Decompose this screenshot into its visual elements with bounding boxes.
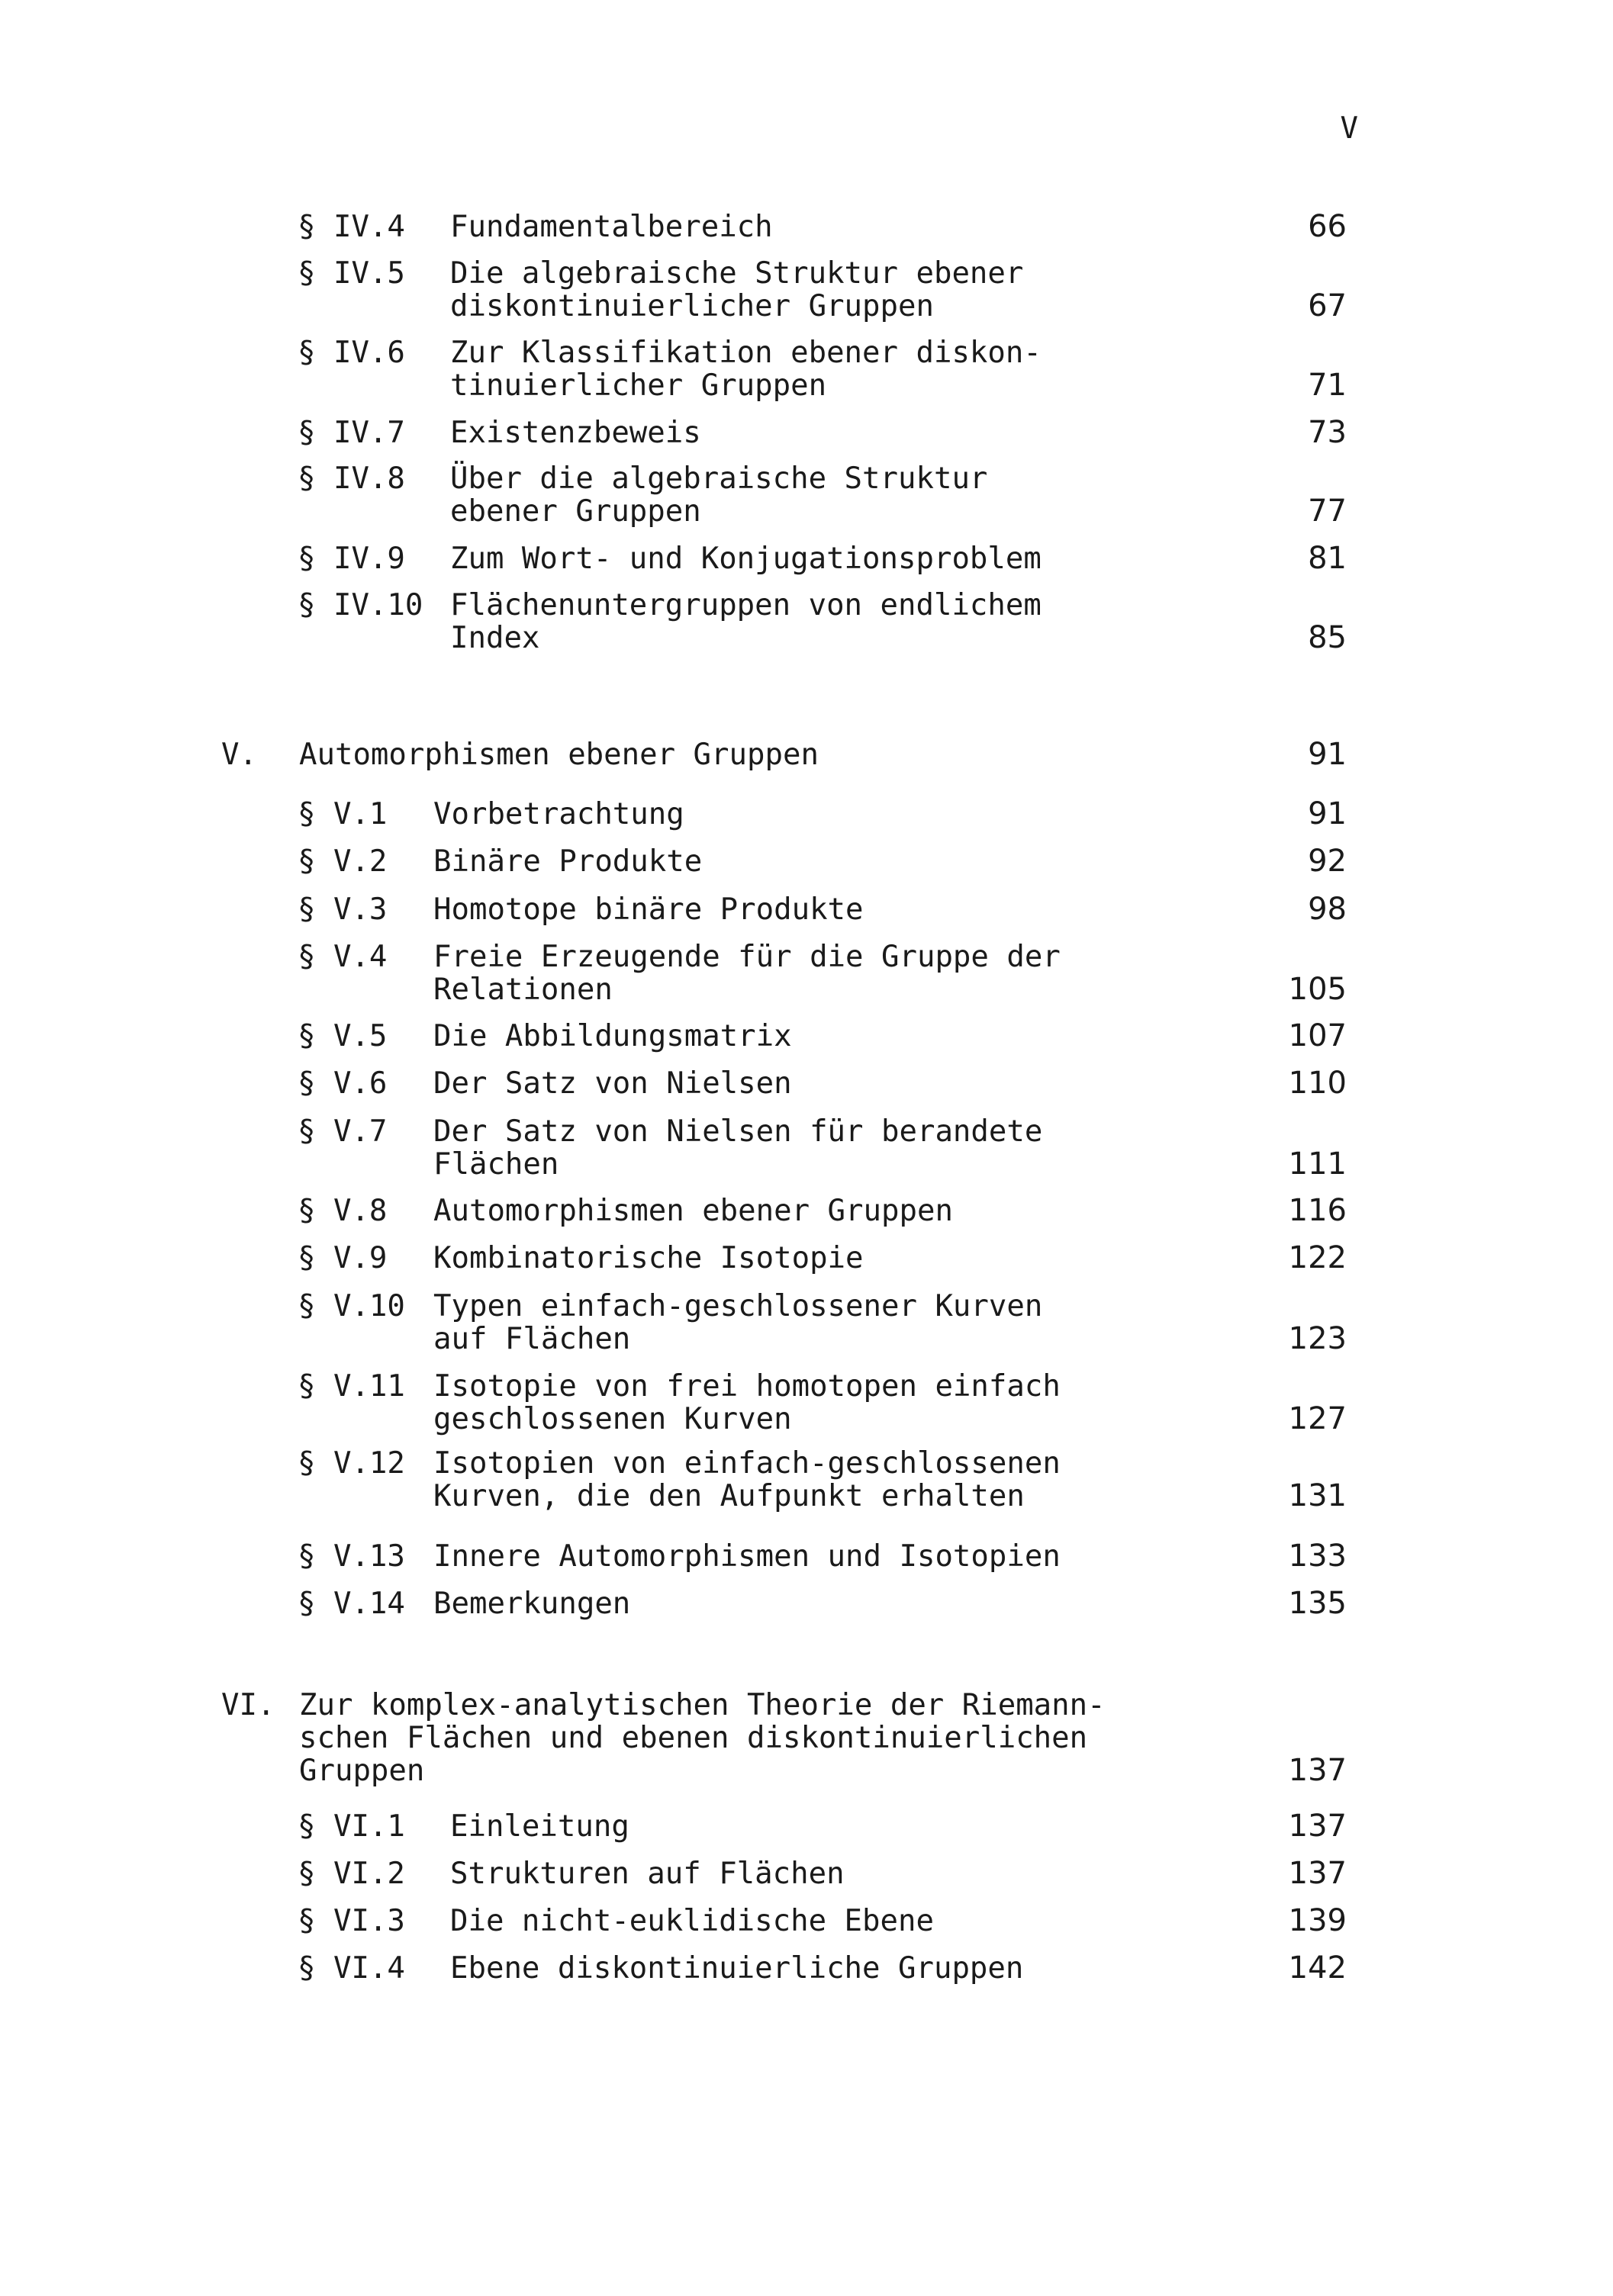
section-label: § IV.9 — [298, 542, 405, 576]
section-title — [433, 1370, 1061, 1436]
title-line: Existenzbeweis — [450, 416, 701, 450]
page-ref: 98 — [1308, 892, 1347, 927]
page-ref: 92 — [1308, 844, 1347, 879]
title-line: Flächenuntergruppen von endlichem — [450, 588, 1042, 622]
title-line: Freie Erzeugende für die Gruppe der — [433, 940, 1061, 974]
title-line: Innere Automorphismen und Isotopien — [433, 1539, 1061, 1574]
section-label: § IV.6 — [298, 336, 405, 370]
section-entry — [298, 1020, 1347, 1053]
title-line: Zum Wort- und Konjugationsproblem — [450, 542, 1042, 576]
section-title — [433, 1067, 792, 1100]
section-label: § VI.1 — [298, 1809, 405, 1844]
section-title — [450, 1905, 934, 1937]
page-ref: 122 — [1288, 1240, 1347, 1275]
page-ref: 137 — [1288, 1753, 1347, 1788]
section-title — [433, 798, 684, 831]
title-line: Relationen — [433, 973, 613, 1007]
title-line: Der Satz von Nielsen — [433, 1066, 792, 1101]
title-line: Kombinatorische Isotopie — [433, 1241, 864, 1275]
section-title — [450, 1952, 1023, 1985]
title-line: Automorphismen ebener Gruppen — [433, 1194, 953, 1228]
section-label: § V.3 — [298, 892, 388, 927]
title-line: Die nicht-euklidische Ebene — [450, 1904, 934, 1938]
section-title — [433, 845, 702, 878]
section-entry — [298, 257, 1347, 323]
section-entry — [298, 798, 1347, 831]
section-title — [433, 1115, 1042, 1181]
page-ref: 111 — [1288, 1146, 1347, 1182]
section-entry — [298, 893, 1347, 926]
section-title — [450, 1857, 845, 1890]
page-ref: 105 — [1288, 972, 1347, 1007]
page-ref: 67 — [1308, 288, 1347, 323]
section-entry — [298, 211, 1347, 243]
page-ref: 91 — [1308, 796, 1347, 831]
section-title — [433, 893, 864, 926]
section-title — [433, 1540, 1061, 1573]
section-label: § V.7 — [298, 1114, 388, 1149]
section-title — [450, 542, 1042, 575]
page-ref: 66 — [1308, 209, 1347, 244]
page-ref: 110 — [1288, 1066, 1347, 1101]
title-line: Fundamentalbereich — [450, 210, 773, 244]
section-label: § VI.4 — [298, 1951, 405, 1986]
section-title — [433, 1195, 953, 1227]
section-entry — [298, 1195, 1347, 1227]
title-line: geschlossenen Kurven — [433, 1402, 792, 1436]
title-line: Flächen — [433, 1147, 559, 1182]
section-label: § IV.10 — [298, 588, 423, 622]
page-ref: 142 — [1288, 1950, 1347, 1986]
chapter-entry — [221, 738, 1347, 771]
section-title — [450, 416, 701, 449]
section-entry — [298, 1115, 1347, 1181]
section-label: § V.12 — [298, 1446, 405, 1481]
section-title — [433, 941, 1061, 1006]
title-line: Strukturen auf Flächen — [450, 1857, 845, 1891]
section-label: § IV.8 — [298, 461, 405, 496]
section-label: § V.10 — [298, 1289, 405, 1323]
page-ref: 107 — [1288, 1018, 1347, 1053]
section-label: § V.2 — [298, 844, 388, 879]
title-line: Vorbetrachtung — [433, 797, 684, 831]
section-entry — [298, 1810, 1347, 1843]
section-entry — [298, 1370, 1347, 1436]
section-entry — [298, 1067, 1347, 1100]
section-label: § V.4 — [298, 940, 388, 974]
title-line: Automorphismen ebener Gruppen — [299, 738, 819, 772]
section-label: § V.8 — [298, 1194, 388, 1228]
title-line: auf Flächen — [433, 1322, 631, 1356]
section-label: § V.11 — [298, 1369, 405, 1404]
section-title — [450, 211, 773, 243]
section-label: § IV.7 — [298, 416, 405, 450]
section-entry — [298, 336, 1347, 402]
section-title — [433, 1447, 1061, 1513]
section-title — [450, 1810, 629, 1843]
title-line: Bemerkungen — [433, 1587, 631, 1621]
section-entry — [298, 1857, 1347, 1890]
chapter-entry — [221, 1689, 1347, 1787]
section-label: § IV.5 — [298, 256, 405, 291]
title-line: Einleitung — [450, 1809, 629, 1844]
section-title — [450, 589, 1042, 654]
section-entry — [298, 1587, 1347, 1620]
section-label: § IV.4 — [298, 210, 405, 244]
section-title — [433, 1242, 864, 1275]
title-line: Zur Klassifikation ebener diskon- — [450, 336, 1042, 370]
page-ref: 71 — [1308, 368, 1347, 403]
section-label: § VI.2 — [298, 1857, 405, 1891]
page-ref: 123 — [1288, 1321, 1347, 1356]
title-line: Über die algebraische Struktur — [450, 461, 988, 496]
page-ref: 131 — [1288, 1478, 1347, 1513]
section-label: § V.9 — [298, 1241, 388, 1275]
section-title — [433, 1020, 792, 1053]
title-line: Isotopien von einfach-geschlossenen — [433, 1446, 1061, 1481]
page-ref: 81 — [1308, 541, 1347, 576]
chapter-number: VI. — [221, 1688, 275, 1722]
section-entry — [298, 1540, 1347, 1573]
title-line: Ebene diskontinuierliche Gruppen — [450, 1951, 1024, 1986]
page-number: V — [1340, 111, 1358, 146]
section-entry — [298, 941, 1347, 1006]
page-ref: 85 — [1308, 620, 1347, 655]
section-title — [433, 1290, 1042, 1355]
section-label: § V.13 — [298, 1539, 405, 1574]
section-entry — [298, 1952, 1347, 1985]
page-ref: 139 — [1288, 1903, 1347, 1938]
section-label: § V.1 — [298, 797, 388, 831]
section-entry — [298, 1447, 1347, 1513]
section-entry — [298, 845, 1347, 878]
page-ref: 133 — [1288, 1539, 1347, 1574]
title-line: Isotopie von frei homotopen einfach — [433, 1369, 1061, 1404]
section-entry — [298, 542, 1347, 575]
title-line: Zur komplex-analytischen Theorie der Riemann- — [299, 1688, 1106, 1722]
title-line: Die algebraische Struktur ebener — [450, 256, 1024, 291]
title-line: Index — [450, 621, 540, 655]
chapter-number: V. — [221, 738, 257, 772]
title-line: Homotope binäre Produkte — [433, 892, 864, 927]
title-line: Die Abbildungsmatrix — [433, 1019, 792, 1053]
page-ref: 77 — [1308, 494, 1347, 529]
section-label: § V.5 — [298, 1019, 388, 1053]
section-title — [450, 462, 987, 528]
chapter-title — [299, 738, 819, 771]
section-title — [450, 257, 1023, 323]
section-entry — [298, 416, 1347, 449]
page-ref: 137 — [1288, 1856, 1347, 1891]
title-line: schen Flächen und ebenen diskontinuierlichen — [299, 1721, 1088, 1755]
chapter-title — [299, 1689, 1106, 1787]
section-entry — [298, 462, 1347, 528]
page-ref: 137 — [1288, 1809, 1347, 1844]
section-entry — [298, 589, 1347, 654]
section-label: § V.6 — [298, 1066, 388, 1101]
section-entry — [298, 1905, 1347, 1937]
title-line: tinuierlicher Gruppen — [450, 368, 827, 403]
title-line: Kurven, die den Aufpunkt erhalten — [433, 1479, 1025, 1513]
page-ref: 116 — [1288, 1193, 1347, 1228]
section-entry — [298, 1290, 1347, 1355]
title-line: Gruppen — [299, 1754, 425, 1788]
title-line: Typen einfach-geschlossener Kurven — [433, 1289, 1043, 1323]
section-label: § V.14 — [298, 1587, 405, 1621]
section-title — [433, 1587, 630, 1620]
title-line: Der Satz von Nielsen für berandete — [433, 1114, 1043, 1149]
section-entry — [298, 1242, 1347, 1275]
section-label: § VI.3 — [298, 1904, 405, 1938]
page-ref: 135 — [1288, 1586, 1347, 1621]
title-line: Binäre Produkte — [433, 844, 703, 879]
section-title — [450, 336, 1042, 402]
page-ref: 73 — [1308, 415, 1347, 450]
title-line: diskontinuierlicher Gruppen — [450, 289, 934, 323]
page-ref: 91 — [1308, 737, 1347, 772]
page-ref: 127 — [1288, 1401, 1347, 1436]
title-line: ebener Gruppen — [450, 494, 701, 529]
